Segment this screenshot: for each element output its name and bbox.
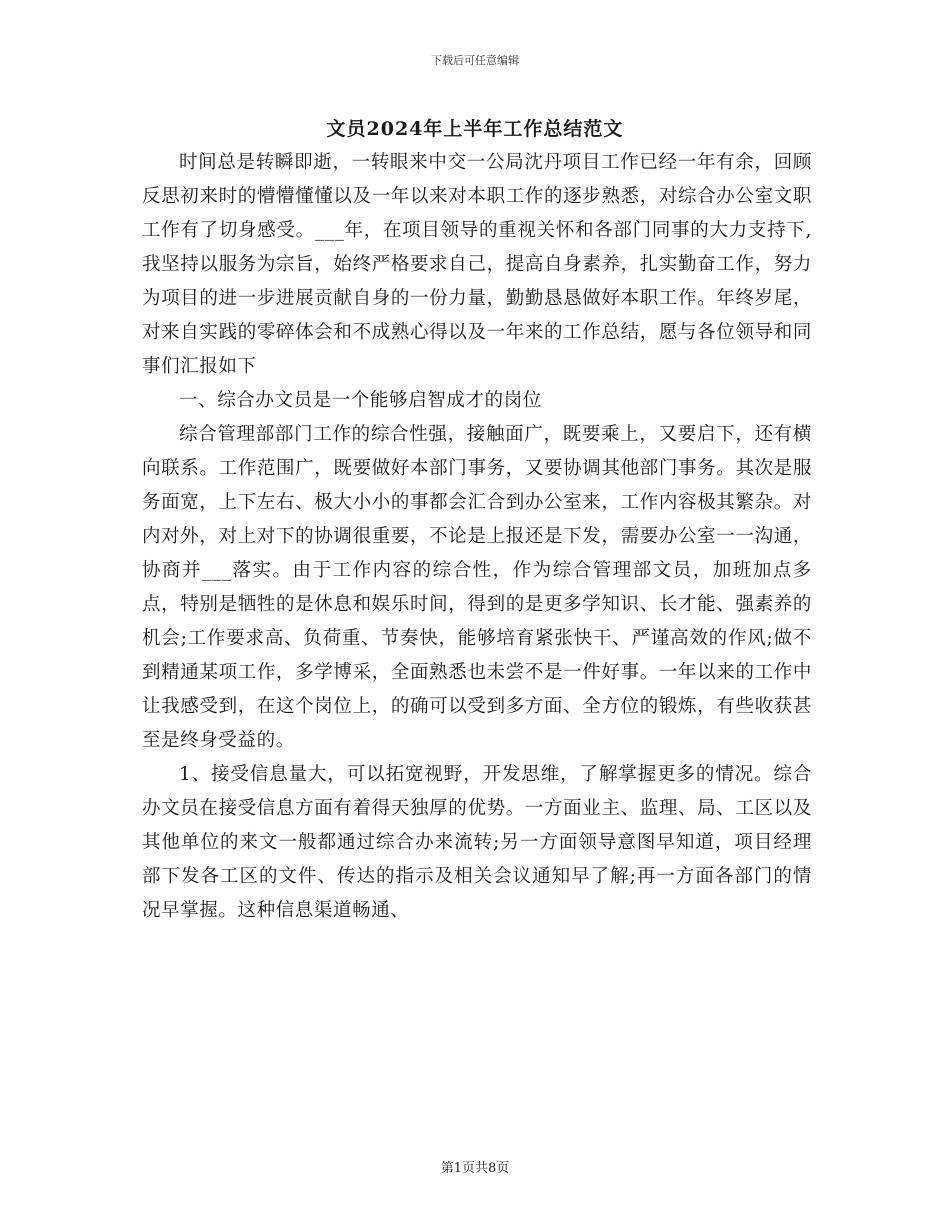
- page-number: 第1页共8页: [440, 1161, 510, 1176]
- document-body: [142, 146, 812, 928]
- page-header-note: 下载后可任意编辑: [431, 54, 519, 67]
- paragraph-intro: 时间总是转瞬即逝，一转眼来中交一公局沈丹项目工作已经一年有余，回顾反思初来时的懵懵懂懂以及一年以来对本职工作的逐步熟悉，对综合办公室文职工作有了切身感受。___年，在项目领导的重视关怀和各部门同事的大力支持下,我坚持以服务为宗旨，始终严格要求自己，提高自身素养，扎实勤奋工作，努力为项目的进一步进展贡献自身的一份力量，勤勤恳恳做好本职工作。年终岁尾，对来自实践的零碎体会和不成熟心得以及一年来的工作总结，愿与各位领导和同事们汇报如下: [142, 152, 812, 377]
- paragraph-section-1: 综合管理部部门工作的综合性强，接触面广，既要乘上，又要启下，还有横向联系。工作范围广，既要做好本部门事务，又要协调其他部门事务。其次是服务面宽，上下左右、极大小小的事都会汇合到办公室来，工作内容极其繁杂。对内对外，对上对下的协调很重要，不论是上报还是下发，需要办公室一一沟通，协商并___落实。由于工作内容的综合性，作为综合管理部文员，加班加点多点，特别是牺牲的是休息和娱乐时间，得到的是更多学知识、长才能、强素养的机会;工作要求高、负荷重、节奏快，能够培育紧张快干、严谨高效的作风;做不到精通某项工作，多学博采，全面熟悉也未尝不是一件好事。一年以来的工作中让我感受到，在这个岗位上，的确可以受到多方面、全方位的锻炼，有些收获甚至是终身受益的。: [142, 424, 812, 751]
- paragraph-point-1: 1、接受信息量大，可以拓宽视野，开发思维，了解掌握更多的情况。综合办文员在接受信息方面有着得天独厚的优势。一方面业主、监理、局、工区以及其他单位的来文一般都通过综合办来流转;另一方面领导意图早知道，项目经理部下发各工区的文件、传达的指示及相关会议通知早了解;再一方面各部门的情况早掌握。这种信息渠道畅通、: [142, 764, 812, 921]
- document-title: 文员2024年上半年工作总结范文: [326, 118, 624, 140]
- section-heading-1: 一、综合办文员是一个能够启智成才的岗位: [179, 390, 542, 411]
